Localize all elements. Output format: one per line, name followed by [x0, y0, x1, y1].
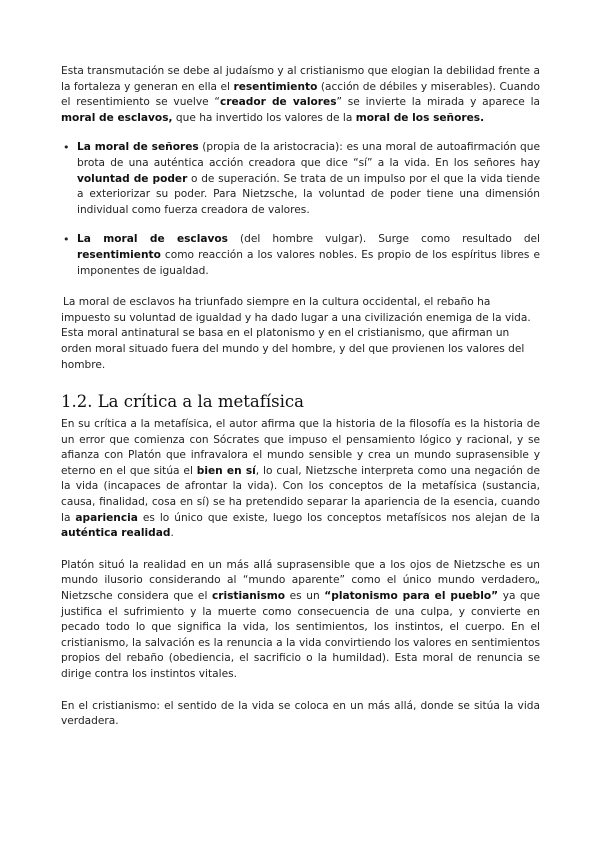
text: o de superación. Se trata de un impulso por el que la vida tiende a exteriorizar su poder. Para Nietzsche, la voluntad de poder tiene una dimensión individual como fuerza creadora de valores.	[77, 172, 540, 216]
paragraph-sentido-vida: En el cristianismo: el sentido de la vida se coloca en un más allá, donde se sitúa la vida verdadera.	[61, 699, 540, 728]
list-item-moral-esclavos	[61, 232, 540, 279]
text: Platón situó la realidad en un más allá suprasensible que a los ojos de Nietzsche es un mundo ilusorio considerando al “mundo aparente” como el único mundo verdadero„ Nietzsche considera que el	[61, 558, 540, 603]
term-voluntad-de-poder: voluntad de poder	[77, 172, 188, 185]
paragraph-moral-esclavos-triunfo: La moral de esclavos ha triunfado siempre en la cultura occidental, el rebaño ha impuesto su voluntad de igualdad y ha dado lugar a una civilización enemiga de la vida. Esta moral antinatural se basa en el platonismo y en el cristianismo, que afirman un orden moral situado fuera del mundo y del hombre, y del que provienen los valores del hombre.	[61, 296, 531, 371]
document-page	[61, 64, 540, 730]
text: Esta transmutación se debe al judaísmo y al cristianismo que elogian la debilidad frente a la fortaleza y generan en ella el	[61, 65, 540, 93]
term-moral-de-senores: La moral de señores	[77, 141, 199, 154]
text: como reacción a los valores nobles. Es propio de los espíritus libres e imponentes de igualdad.	[77, 248, 540, 277]
term-platonismo-para-el-pueblo: “platonismo para el pueblo”	[324, 590, 499, 603]
text: que ha invertido los valores de la	[172, 111, 356, 124]
term-moral-de-esclavos: moral de esclavos,	[61, 111, 173, 124]
term-moral-de-esclavos: La moral de esclavos	[77, 233, 228, 246]
text: (acción de débiles y miserables). Cuando el resentimiento se vuelve “	[61, 80, 540, 109]
text: ya que justifica el sufrimiento y la muerte como consecuencia de una culpa, y convierte en pecado todo lo que significa la vida, los sentimientos, los instintos, el cuerpo. En el cristianismo, la salvación es la renuncia a la vida convirtiendo los valores en sentimientos propios del rebaño (obediencia, el sacrificio o la humildad). Esta moral de renuncia se dirige contra los instintos vitales.	[61, 590, 540, 680]
paragraph-transmutacion	[61, 64, 540, 126]
list-item-moral-senores	[61, 140, 540, 218]
text: , lo cual, Nietzsche interpreta como una negación de la vida (incapaces de afrontar la vida). Con los conceptos de la metafísica (sustancia, causa, finalidad, cosa en sí) se ha pretendido separar la apariencia de la esencia, cuando la	[61, 464, 540, 524]
term-creador-de-valores: creador de valores	[219, 96, 337, 109]
paragraph-platon-cristianismo	[61, 558, 540, 683]
section-heading: 1.2. La crítica a la metafísica	[61, 392, 304, 412]
text: (propia de la aristocracia): es una moral de autoafirmación que brota de una auténtica acción creadora que dice “sí” a la vida. En los señores hay	[77, 141, 541, 169]
term-bien-en-si: bien en sí	[196, 464, 256, 477]
term-cristianismo: cristianismo	[211, 590, 286, 603]
bullet-icon: •	[63, 141, 70, 155]
term-resentimiento: resentimiento	[77, 248, 161, 261]
text: es un	[285, 590, 325, 603]
bullet-list	[61, 140, 540, 279]
text: (del hombre vulgar). Surge como resultado del	[228, 233, 540, 246]
text: es lo único que existe, luego los conceptos metafísicos nos alejan de la	[137, 511, 540, 524]
text: En su crítica a la metafísica, el autor afirma que la historia de la filosofía es la historia de un error que comienza con Sócrates que impuso el pensamiento lógico y racional, y se afianza con Platón que infravalora el mundo sensible y crea un mundo suprasensible y eterno en el que sitúa el	[61, 418, 540, 477]
bullet-icon: •	[63, 233, 70, 247]
text: .	[170, 527, 174, 540]
term-moral-de-los-senores: moral de los señores.	[355, 111, 485, 124]
term-autentica-realidad: auténtica realidad	[61, 527, 171, 540]
paragraph-critica-metafisica	[61, 417, 540, 542]
term-resentimiento: resentimiento	[233, 80, 318, 93]
text: ” se invierte la mirada y aparece la	[336, 96, 541, 109]
term-apariencia: apariencia	[75, 511, 138, 524]
